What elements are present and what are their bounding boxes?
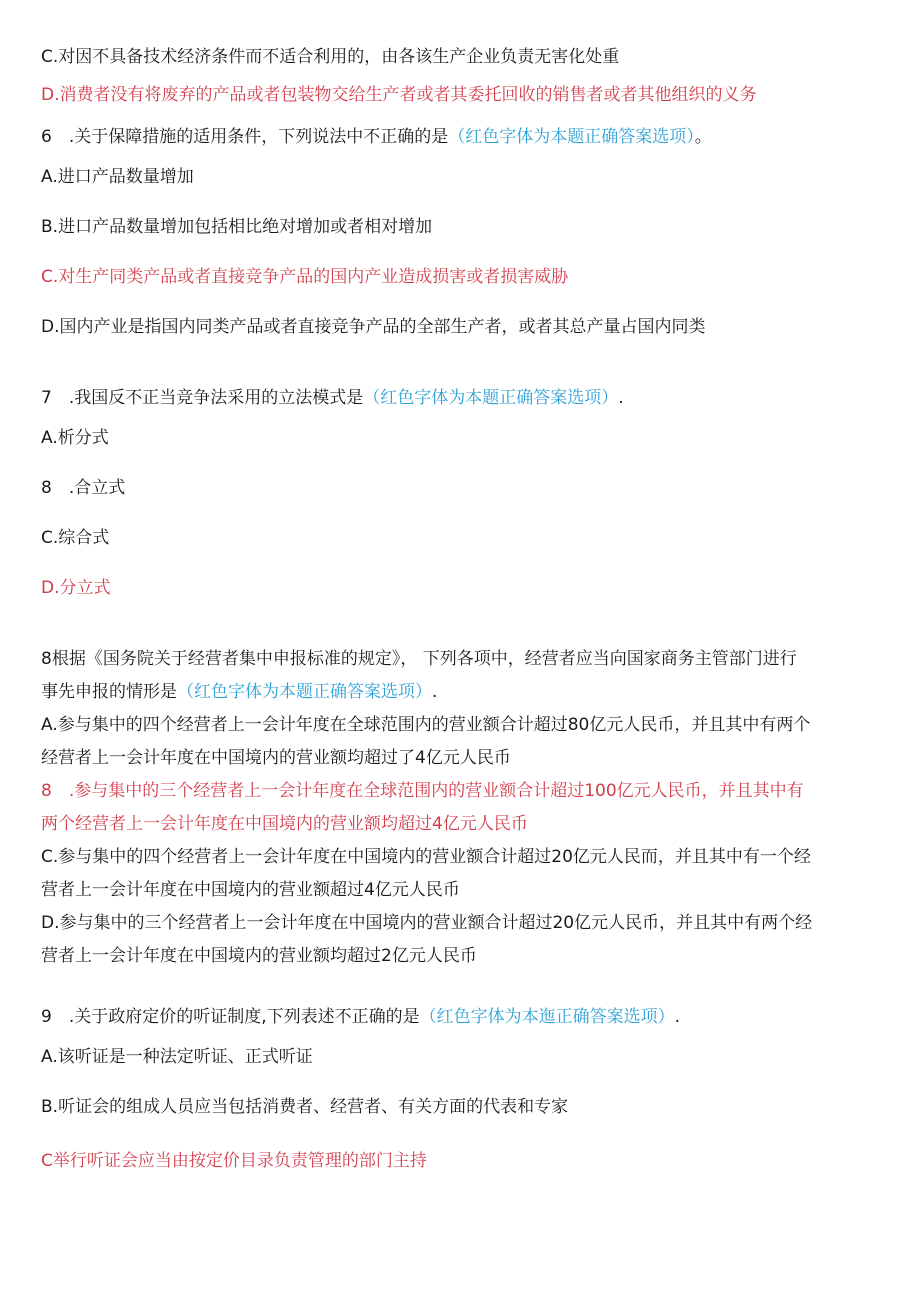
- option-c-q8-line2: [41, 879, 460, 901]
- question-tail: .: [432, 682, 438, 702]
- line-text: D.消费者没有将废弃的产品或者包装物交给生产者或者其委托回收的销售者或者其他组织的义务: [41, 85, 757, 105]
- question-9: [41, 1006, 680, 1028]
- option-b-q6: [41, 216, 432, 238]
- line-text: C.参与集中的四个经营者上一会计年度在中国境内的营业额合计超过20亿元人民而，并且其中有一个经: [41, 847, 811, 867]
- question-text: 7 .我国反不正当竞争法采用的立法模式是: [41, 388, 364, 408]
- option-d-q8-line2: [41, 945, 477, 967]
- question-tail: .: [674, 1007, 681, 1027]
- line-text: B.听证会的组成人员应当包括消费者、经营者、有关方面的代表和专家: [41, 1097, 569, 1117]
- line-text: B.进口产品数量增加包括相比绝对增加或者相对增加: [41, 217, 433, 237]
- question-text: 8根据《国务院关于经营者集中申报标准的规定》， 下列各项中，经营者应当向国家商务主管部门进行: [41, 649, 797, 669]
- option-d-q8-line1: [41, 912, 812, 934]
- question-8-line2: [41, 681, 437, 703]
- line-text: 两个经营者上一会计年度在中国境内的营业额均超过4亿元人民币: [41, 814, 528, 834]
- option-c-q5: [41, 46, 619, 68]
- question-6: [41, 126, 712, 148]
- answer-hint: （红色字体为本题正确答案选项）: [363, 388, 619, 408]
- option-a-q7: [41, 427, 109, 449]
- answer-hint: （红色字体为本迤正确答案选项）: [419, 1007, 675, 1027]
- line-text: A.进口产品数量增加: [41, 167, 194, 187]
- option-a-q6: [41, 166, 194, 188]
- option-a-q9: [41, 1046, 313, 1068]
- line-text: C.综合式: [41, 528, 110, 548]
- line-text: C.对生产同类产品或者直接竞争产品的国内产业造成损害或者损害威胁: [41, 267, 569, 287]
- option-c-q6-answer: [41, 266, 568, 288]
- line-text: C举行听证会应当由按定价目录负责管理的部门主持: [41, 1151, 427, 1171]
- line-text: D.参与集中的三个经营者上一会计年度在中国境内的营业额合计超过20亿元人民币，并且其中有两个经: [41, 913, 813, 933]
- option-c-q7: [41, 527, 109, 549]
- answer-hint: （红色字体为本题正确答案选项）: [448, 127, 695, 147]
- line-text: 经营者上一会计年度在中国境内的营业额均超过了4亿元人民币: [41, 748, 511, 768]
- line-text: A.参与集中的四个经营者上一会计年度在全球范围内的营业额合计超过80亿元人民币，并且其中有两个: [41, 715, 811, 735]
- line-text: A.该听证是一种法定听证、正式听证: [41, 1047, 313, 1067]
- question-7: [41, 387, 624, 409]
- option-d-q5-answer: [41, 84, 757, 106]
- line-text: D.国内产业是指国内同类产品或者直接竞争产品的全部生产者，或者其总产量占国内同类: [41, 317, 706, 337]
- question-tail: 。: [694, 127, 712, 147]
- answer-hint: （红色字体为本题正确答案选项）: [177, 682, 432, 702]
- option-b-q7: [41, 477, 125, 499]
- line-text: D.分立式: [41, 578, 111, 598]
- question-text: 6 .关于保障措施的适用条件，下列说法中不正确的是: [41, 127, 449, 147]
- line-text: C.对因不具备技术经济条件而不适合利用的，由各该生产企业负责无害化处重: [41, 47, 620, 67]
- option-d-q6: [41, 316, 706, 338]
- question-8-line1: [41, 648, 797, 670]
- option-c-q9-answer: [41, 1150, 427, 1172]
- option-a-q8-line2: [41, 747, 511, 769]
- option-b-q8-answer-line2: [41, 813, 528, 835]
- option-d-q7-answer: [41, 577, 111, 599]
- line-text: A.析分式: [41, 428, 109, 448]
- option-b-q8-answer-line1: [41, 780, 804, 802]
- question-text: 事先申报的情形是: [41, 682, 177, 702]
- line-text: 营者上一会计年度在中国境内的营业额均超过2亿元人民币: [41, 946, 477, 966]
- question-tail: .: [618, 388, 624, 408]
- line-text: 8 .参与集中的三个经营者上一会计年度在全球范围内的营业额合计超过100亿元人民币，并且其中有: [41, 781, 804, 801]
- question-text: 9 .关于政府定价的听证制度,下列表述不正确的是: [41, 1007, 420, 1027]
- option-a-q8-line1: [41, 714, 810, 736]
- line-text: 8 .合立式: [41, 478, 126, 498]
- option-b-q9: [41, 1096, 568, 1118]
- option-c-q8-line1: [41, 846, 811, 868]
- line-text: 营者上一会计年度在中国境内的营业额超过4亿元人民币: [41, 880, 460, 900]
